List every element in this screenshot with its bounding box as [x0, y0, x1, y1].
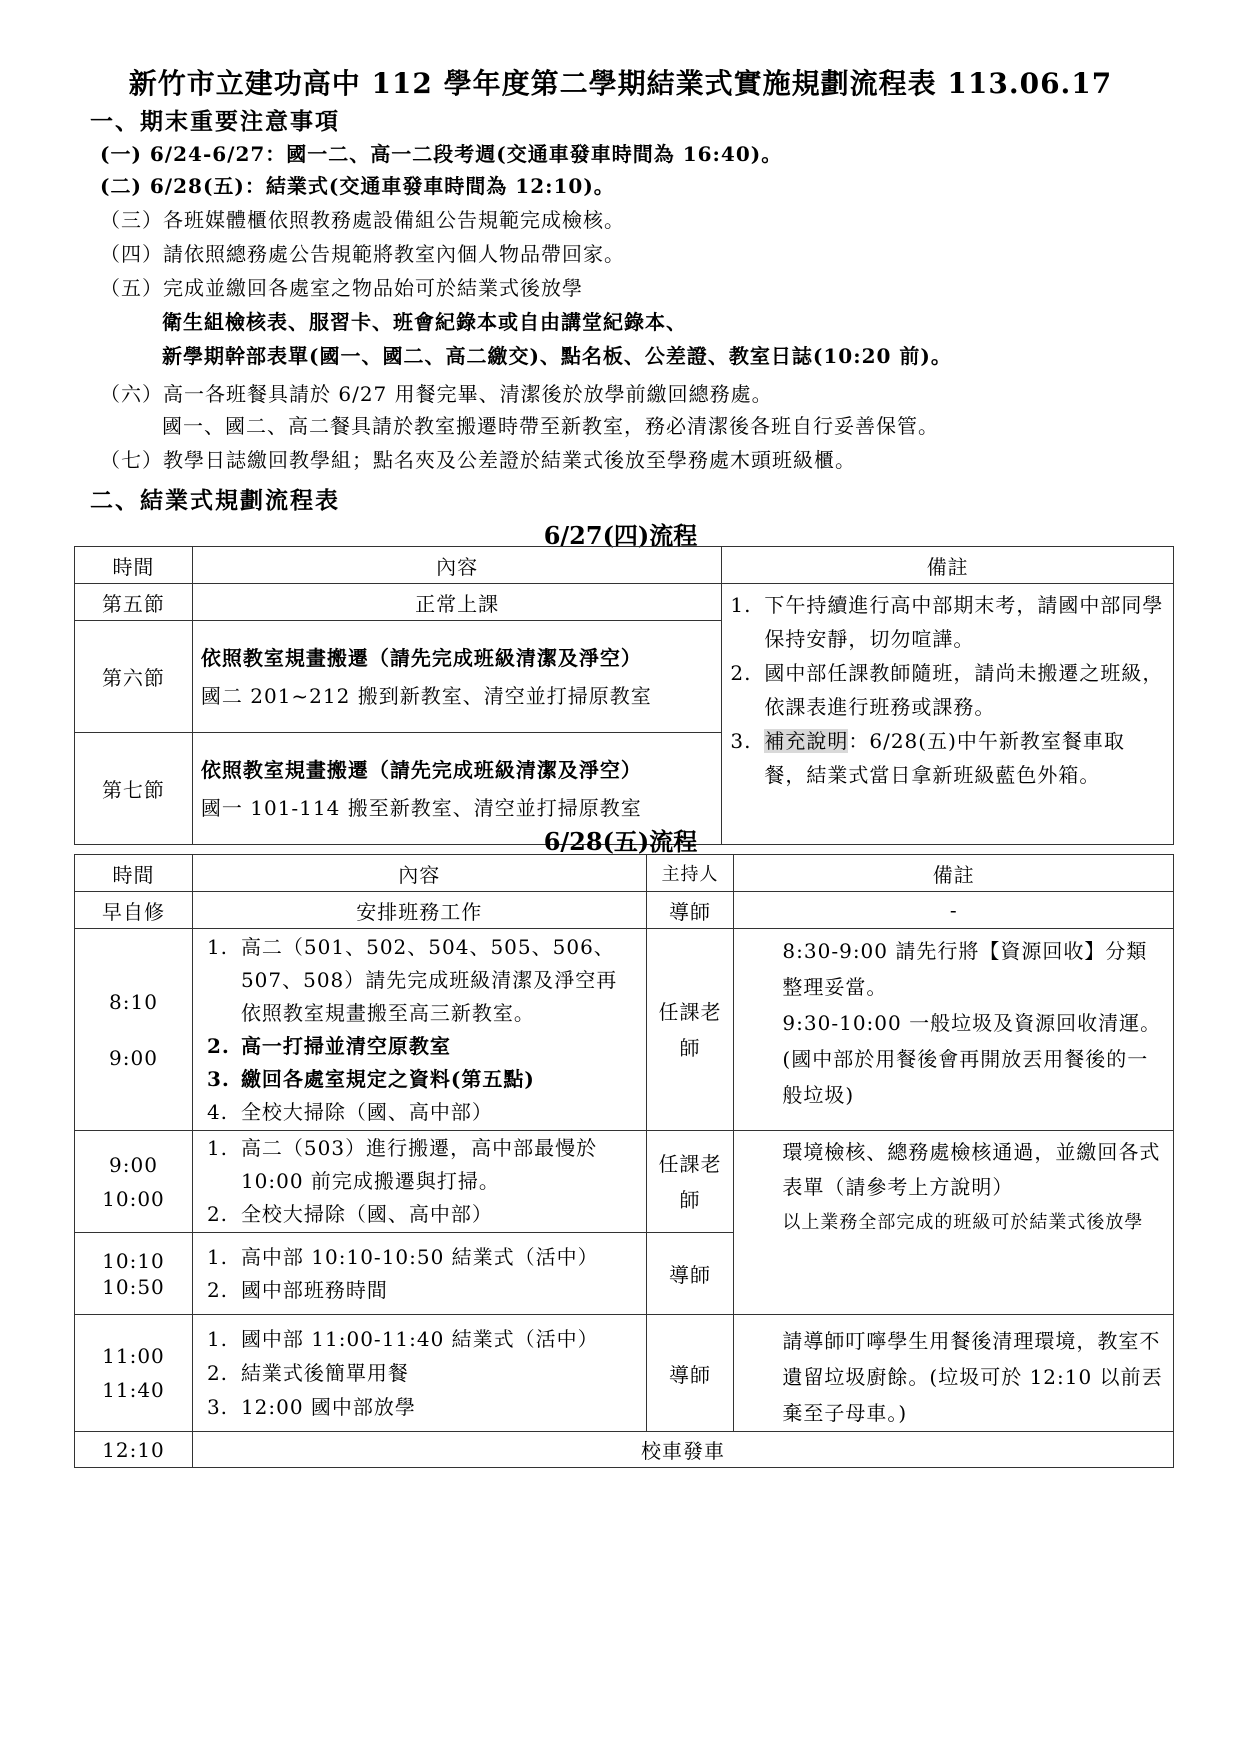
time-cell: 第七節 — [75, 733, 193, 845]
table-row — [75, 1432, 1174, 1468]
table-row — [75, 1131, 1174, 1233]
bullet-icon — [742, 1005, 782, 1113]
content-cell — [192, 1315, 646, 1432]
notice-item-3: （三）各班媒體櫃依照教務處設備組公告規範完成檢核。 — [100, 208, 625, 232]
section2-heading: 二、結業式規劃流程表 — [90, 487, 340, 514]
content-cell — [192, 1233, 646, 1315]
note-item: 3. 補充說明：6/28(五)中午新教室餐車取餐，結業式當日拿新班級藍色外箱。 — [730, 729, 1125, 787]
time-cell: 10:10 10:50 — [75, 1233, 193, 1315]
notes-cell — [722, 584, 1174, 845]
time-cell: 8:10 9:00 — [75, 929, 193, 1131]
host-cell: 任課老師 — [646, 1131, 734, 1233]
header-content: 內容 — [192, 547, 721, 584]
notice-item-2: (二) 6/28(五)：結業式(交通車發車時間為 12:10)。 — [100, 174, 615, 198]
host-cell: 導師 — [646, 1233, 734, 1315]
notice-item-5-detail-2: 新學期幹部表單(國一、國二、高二繳交)、點名板、公差證、教室日誌(10:20 前)。 — [162, 344, 952, 368]
list-item: 2. 高一打掃並清空原教室 — [206, 1033, 451, 1058]
list-item: 1. 國中部 11:00-11:40 結業式（活中） — [206, 1327, 599, 1351]
list-item: 3. 繳回各處室規定之資料(第五點) — [206, 1066, 535, 1091]
bullet-icon — [742, 933, 782, 1005]
list-item: 1. 高二（501、502、504、505、506、507、508）請先完成班級清潔及淨空再依照教室規畫搬至高三新教室。 — [206, 934, 618, 1025]
notice-item-1: (一) 6/24-6/27：國一二、高一二段考週(交通車發車時間為 16:40)。 — [100, 142, 783, 166]
list-item: 2. 全校大掃除（國、高中部） — [206, 1202, 493, 1226]
note-item: 9:30-10:00 一般垃圾及資源回收清運。(國中部於用餐後會再開放丟用餐後的一般垃圾) — [742, 1005, 1165, 1113]
page-title: 新竹市立建功高中 112 學年度第二學期結業式實施規劃流程表 113.06.17 — [128, 67, 1113, 100]
table-row — [75, 929, 1174, 1131]
highlight-label: 補充說明 — [764, 729, 849, 753]
notice-item-5: （五）完成並繳回各處室之物品始可於結業式後放學 — [100, 276, 583, 300]
host-cell: 導師 — [646, 892, 734, 929]
time-cell: 早自修 — [75, 892, 193, 929]
content-cell: 安排班務工作 — [192, 892, 646, 929]
notice-item-7: （七）教學日誌繳回教學組；點名夾及公差證於結業式後放至學務處木頭班級櫃。 — [100, 448, 856, 472]
list-item: 1. 高二（503）進行搬遷，高中部最慢於 10:00 前完成搬遷與打掃。 — [206, 1136, 598, 1193]
day2-header-row — [75, 855, 1174, 892]
bullet-icon — [742, 1205, 782, 1240]
table-row — [75, 892, 1174, 929]
day2-caption: 6/28(五)流程 — [543, 827, 698, 856]
day1-header-row — [75, 547, 1174, 584]
section1-heading: 一、期末重要注意事項 — [90, 108, 340, 135]
day2-table — [74, 854, 1174, 1468]
content-cell — [192, 929, 646, 1131]
header-content: 內容 — [192, 855, 646, 892]
notice-item-6: （六）高一各班餐具請於 6/27 用餐完畢、清潔後於放學前繳回總務處。 — [100, 382, 773, 406]
list-item: 4. 全校大掃除（國、高中部） — [206, 1099, 493, 1124]
time-cell: 第五節 — [75, 584, 193, 621]
host-cell: 任課老師 — [646, 929, 734, 1131]
header-notes: 備註 — [722, 547, 1174, 584]
content-cell — [192, 1131, 646, 1233]
host-cell: 導師 — [646, 1315, 734, 1432]
note-item: 環境檢核、總務處檢核通過，並繳回各式表單（請參考上方說明） — [742, 1135, 1165, 1205]
content-cell: 依照教室規畫搬遷（請先完成班級清潔及淨空） 國二 201~212 搬到新教室、清空並打掃原教室 — [192, 621, 721, 733]
table-row — [75, 584, 1174, 621]
content-cell: 校車發車 — [192, 1432, 1173, 1468]
header-time: 時間 — [75, 547, 193, 584]
time-cell: 11:00 11:40 — [75, 1315, 193, 1432]
list-item: 1. 高中部 10:10-10:50 結業式（活中） — [206, 1244, 599, 1269]
content-cell: 依照教室規畫搬遷（請先完成班級清潔及淨空） 國一 101-114 搬至新教室、清空並打掃原教室 — [192, 733, 721, 845]
note-item: 以上業務全部完成的班級可於結業式後放學 — [742, 1205, 1165, 1240]
day1-caption: 6/27(四)流程 — [543, 521, 698, 550]
header-time: 時間 — [75, 855, 193, 892]
time-cell: 第六節 — [75, 621, 193, 733]
note-item: 1. 下午持續進行高中部期末考，請國中部同學保持安靜，切勿喧譁。 — [730, 593, 1164, 651]
table-row — [75, 1315, 1174, 1432]
note-item: 2. 國中部任課教師隨班，請尚未搬遷之班級，依課表進行班務或課務。 — [730, 661, 1164, 719]
note-item: 請導師叮嚀學生用餐後清理環境，教室不遺留垃圾廚餘。(垃圾可於 12:10 以前丟棄至子母車。) — [742, 1323, 1165, 1431]
time-cell: 12:10 — [75, 1432, 193, 1468]
notes-cell — [734, 1315, 1174, 1432]
header-host: 主持人 — [646, 855, 734, 892]
notes-cell — [734, 929, 1174, 1131]
header-notes: 備註 — [734, 855, 1174, 892]
notice-item-6-detail: 國一、國二、高二餐具請於教室搬遷時帶至新教室，務必清潔後各班自行妥善保管。 — [162, 414, 939, 438]
notes-cell: - — [734, 892, 1174, 929]
notice-item-4: （四）請依照總務處公告規範將教室內個人物品帶回家。 — [100, 242, 625, 266]
list-item: 3. 12:00 國中部放學 — [206, 1395, 416, 1419]
note-item: 8:30-9:00 請先行將【資源回收】分類整理妥當。 — [742, 933, 1165, 1005]
notice-item-5-detail-1: 衛生組檢核表、服習卡、班會紀錄本或自由講堂紀錄本、 — [162, 310, 687, 334]
notes-cell — [734, 1131, 1174, 1315]
list-item: 2. 結業式後簡單用餐 — [206, 1361, 409, 1385]
day1-table — [74, 546, 1174, 845]
bullet-icon — [742, 1323, 782, 1431]
content-cell: 正常上課 — [192, 584, 721, 621]
time-cell: 9:00 10:00 — [75, 1131, 193, 1233]
list-item: 2. 國中部班務時間 — [206, 1277, 388, 1302]
bullet-icon — [742, 1135, 782, 1205]
